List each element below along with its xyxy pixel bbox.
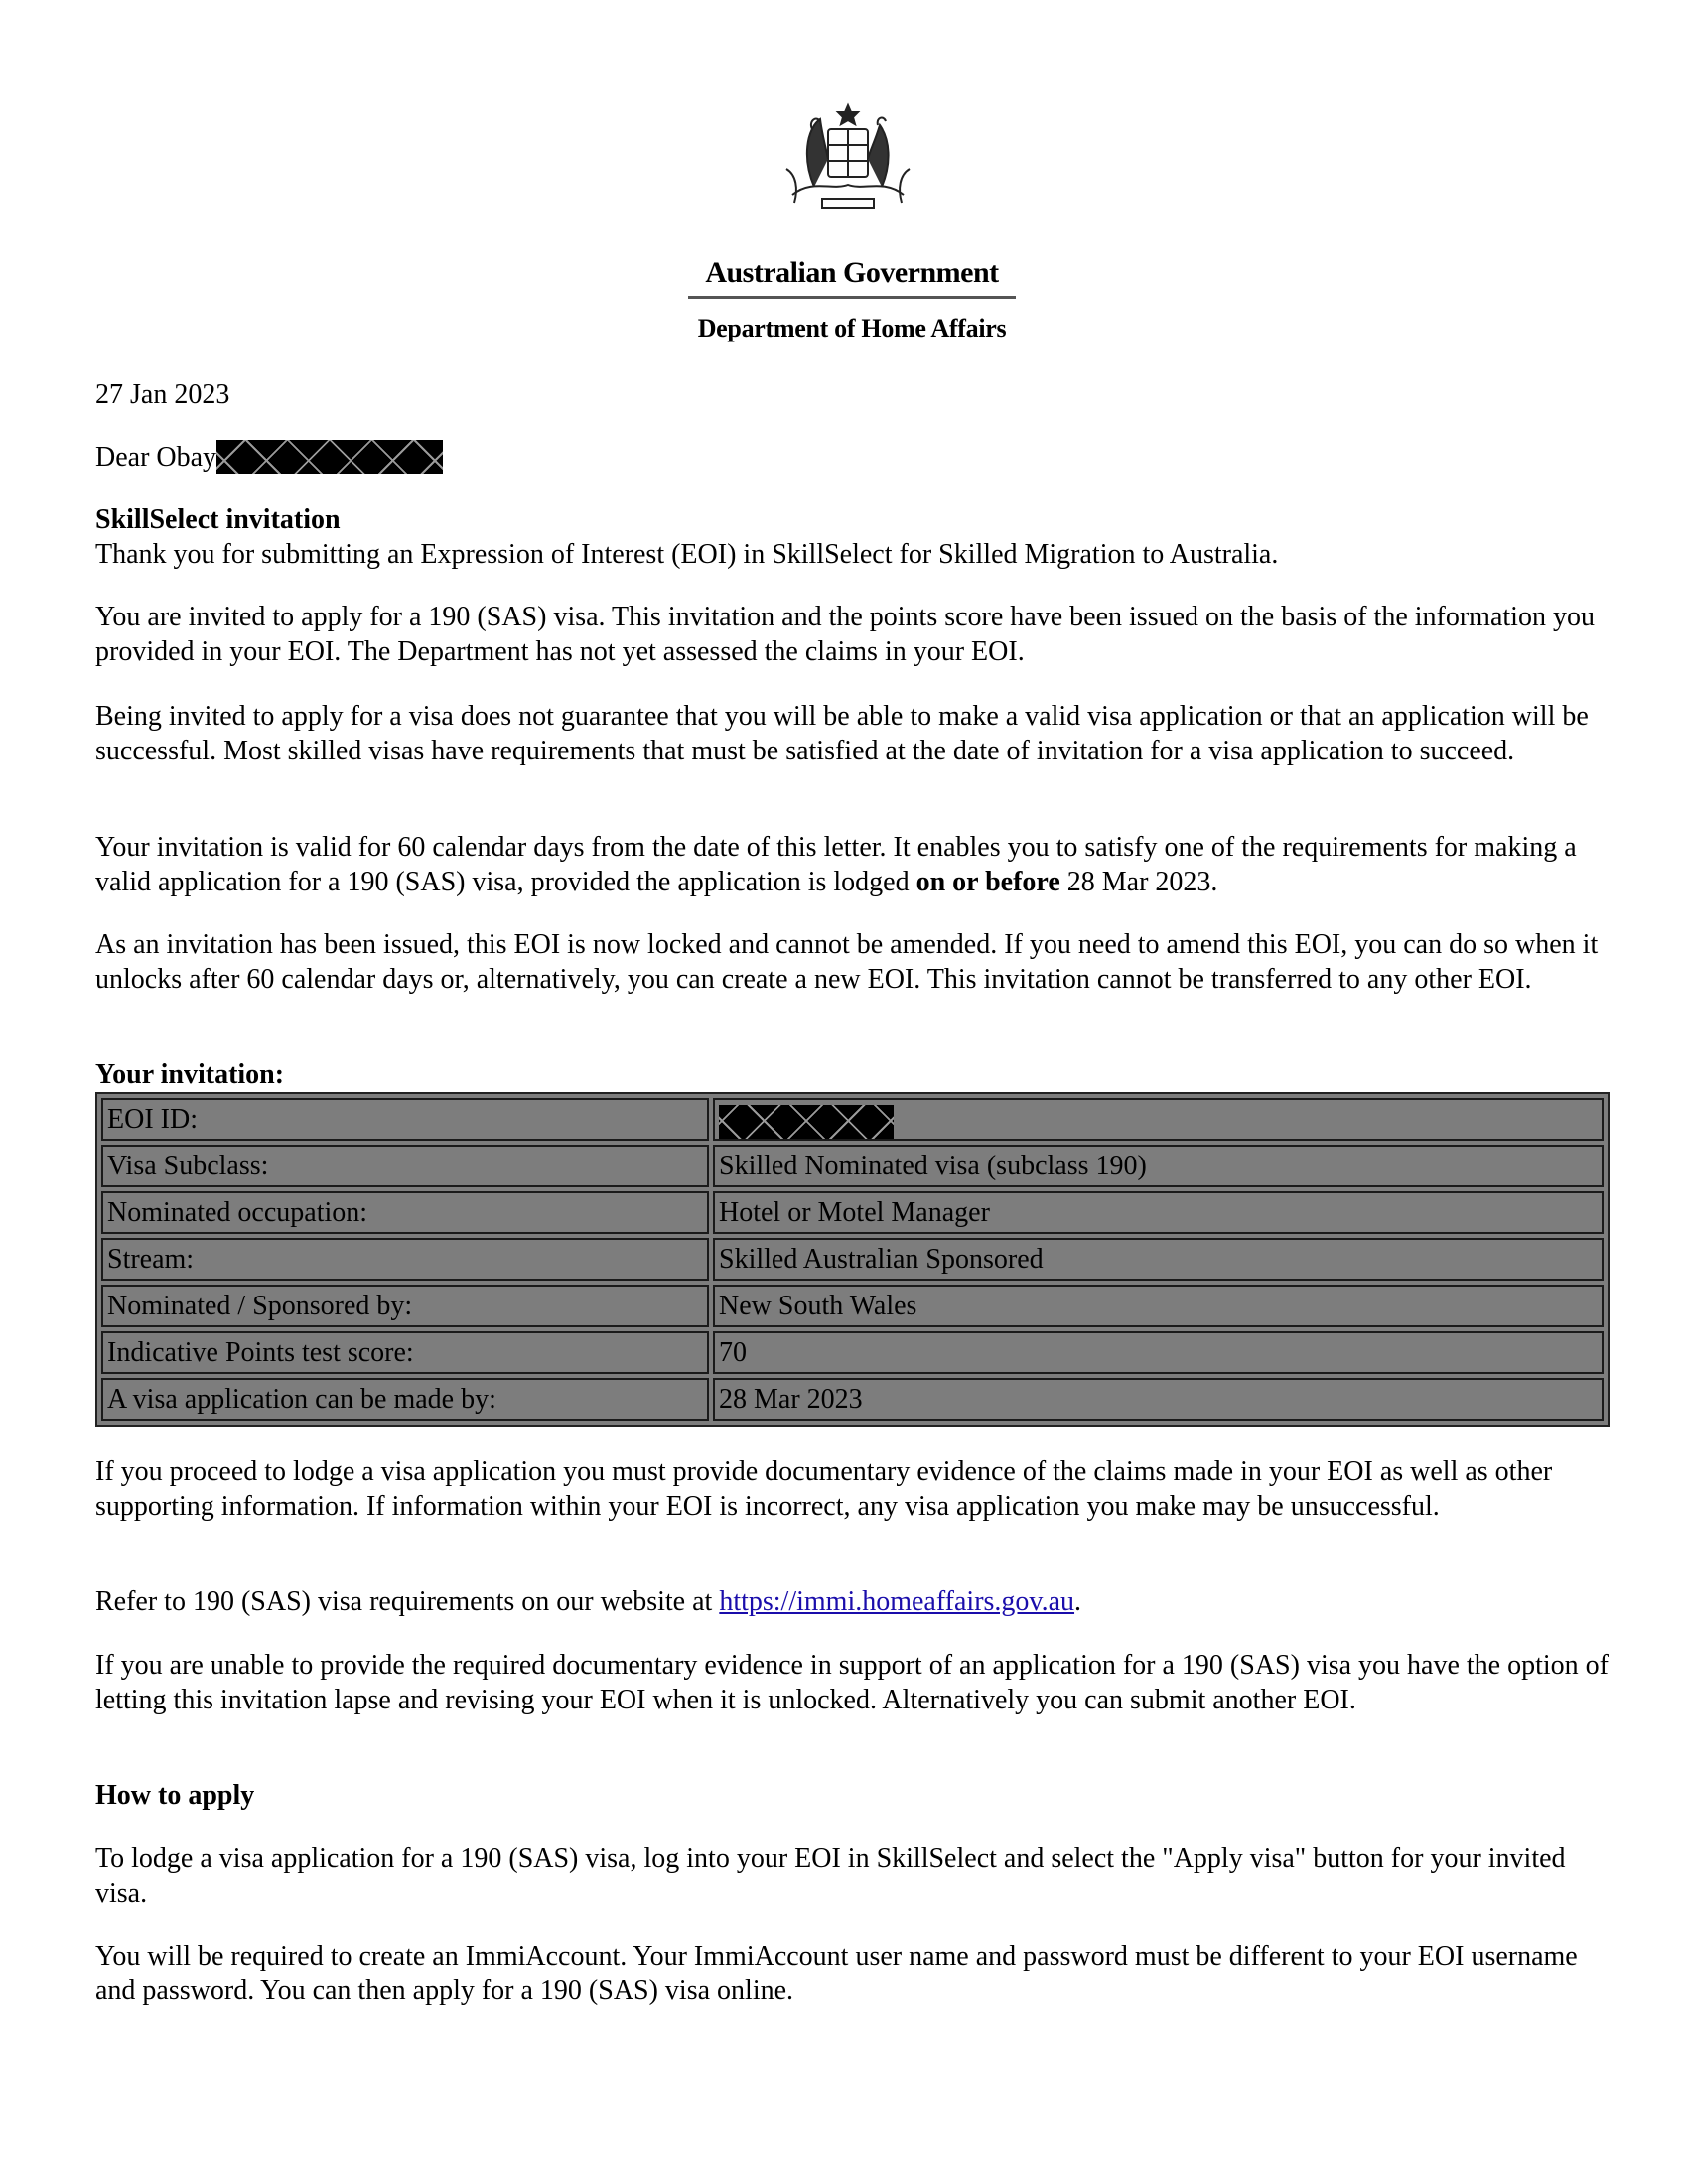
salutation [95, 440, 1619, 475]
letter-date: 27 Jan 2023 [95, 379, 230, 410]
redacted-eoi-id [719, 1105, 894, 1139]
invitation-row [101, 1191, 1604, 1234]
invitation-value [713, 1098, 1604, 1141]
letter-heading: SkillSelect invitation [95, 504, 341, 535]
invitation-label: Nominated / Sponsored by: [101, 1285, 709, 1327]
invitation-row [101, 1331, 1604, 1374]
invitation-heading: Your invitation: [95, 1059, 285, 1090]
invitation-value: Skilled Australian Sponsored [713, 1238, 1604, 1281]
invitation-row [101, 1145, 1604, 1187]
paragraph-requirements: Refer to 190 (SAS) visa requirements on our website at https://immi.homeaffairs.gov.au. [95, 1586, 1082, 1617]
paragraph-unable: If you are unable to provide the required documentary evidence in support of an application for a 190 (SAS) visa you have the option of letting this invitation lapse and revising your EOI when it is unlocked. Alternatively you can submit another EOI. [95, 1650, 1609, 1715]
invitation-label: Visa Subclass: [101, 1145, 709, 1187]
invitation-value: Hotel or Motel Manager [713, 1191, 1604, 1234]
salutation-text: Dear Obay [95, 442, 217, 473]
invitation-value: Skilled Nominated visa (subclass 190) [713, 1145, 1604, 1187]
department-name: Department of Home Affairs [697, 314, 1007, 342]
paragraph-immiaccount: You will be required to create an ImmiAccount. Your ImmiAccount user name and password must be different to your EOI username and password. You can then apply for a 190 (SAS) visa online. [95, 1941, 1578, 2006]
paragraph-validity: Your invitation is valid for 60 calendar days from the date of this letter. It enables you to satisfy one of the requirements for making a valid application for a 190 (SAS) visa, provided the application is lodged on or before 28 Mar 2023. [95, 832, 1577, 897]
invitation-value: 70 [713, 1331, 1604, 1374]
invitation-label: Indicative Points test score: [101, 1331, 709, 1374]
government-name: Australian Government [705, 256, 999, 289]
invitation-label: EOI ID: [101, 1098, 709, 1141]
invitation-row [101, 1238, 1604, 1281]
intro-paragraph: Thank you for submitting an Expression of Interest (EOI) in SkillSelect for Skilled Migration to Australia. [95, 539, 1279, 570]
invitation-value: New South Wales [713, 1285, 1604, 1327]
paragraph-evidence: If you proceed to lodge a visa application you must provide documentary evidence of the claims made in your EOI as well as other supporting information. If information within your EOI is incorrect, any visa application you make may be unsuccessful. [95, 1456, 1553, 1522]
invitation-label: Nominated occupation: [101, 1191, 709, 1234]
paragraph-invited: You are invited to apply for a 190 (SAS) visa. This invitation and the points score have been issued on the basis of the information you provided in your EOI. The Department has not yet assessed the claims in your EOI. [95, 602, 1595, 667]
paragraph-lodge: To lodge a visa application for a 190 (SAS) visa, log into your EOI in SkillSelect and select the "Apply visa" button for your invited visa. [95, 1843, 1566, 1909]
invitation-value: 28 Mar 2023 [713, 1378, 1604, 1421]
website-link[interactable]: https://immi.homeaffairs.gov.au [719, 1586, 1075, 1617]
header-divider [688, 296, 1016, 299]
invitation-table [95, 1092, 1610, 1427]
invitation-row [101, 1378, 1604, 1421]
invitation-label: Stream: [101, 1238, 709, 1281]
coat-of-arms-icon [773, 99, 923, 222]
redacted-name [216, 440, 443, 474]
how-to-apply-heading: How to apply [95, 1780, 255, 1811]
paragraph-locked: As an invitation has been issued, this EOI is now locked and cannot be amended. If you need to amend this EOI, you can do so when it unlocks after 60 calendar days or, alternatively, you can create a new EOI. This invitation cannot be transferred to any other EOI. [95, 929, 1599, 995]
invitation-label: A visa application can be made by: [101, 1378, 709, 1421]
paragraph-guarantee: Being invited to apply for a visa does not guarantee that you will be able to make a valid visa application or that an application will be successful. Most skilled visas have requirements that must be satisfied at the date of invitation for a visa application to succeed. [95, 701, 1589, 766]
invitation-row [101, 1285, 1604, 1327]
invitation-row [101, 1098, 1604, 1141]
